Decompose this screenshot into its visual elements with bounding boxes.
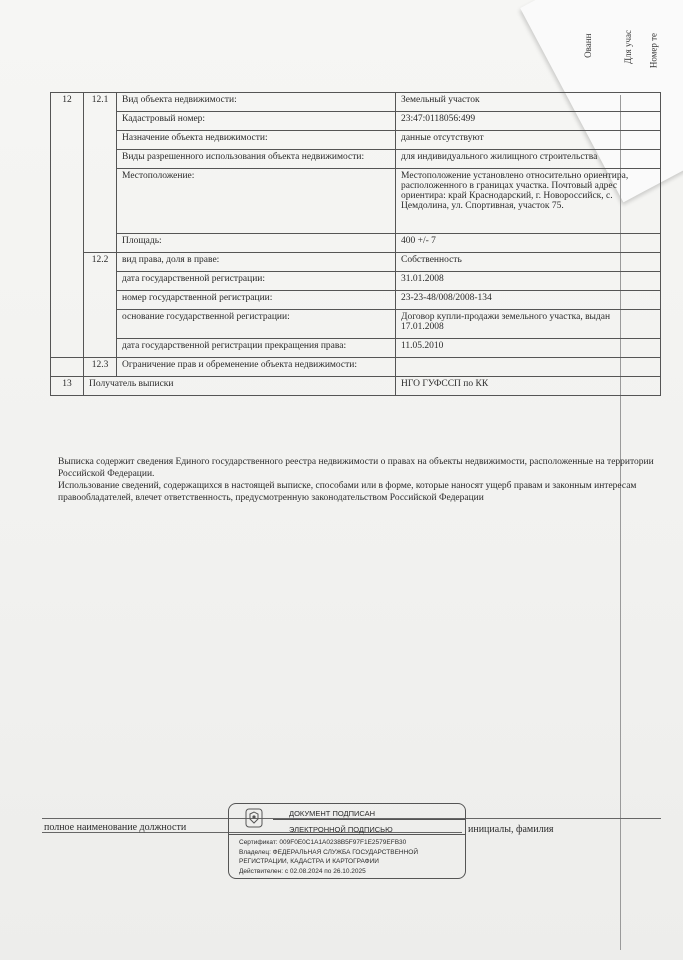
row-value: 23-23-48/008/2008-134 [396,291,661,310]
position-label: полное наименование должности [44,822,187,833]
row-label: Площадь: [117,234,396,253]
corner-text-2: Для учас [623,29,634,64]
row-value: Земельный участок [396,93,661,112]
subsection-number: 12.1 [84,93,117,253]
row-value: Местоположение установлено относительно ориентира, расположенного в границах участка. Почтовый адрес ориентира: край Краснодарский, г. Новороссийск, с. Цемдолина, ул. Спортивная, участок 75. [396,169,661,234]
stamp-title: ДОКУМЕНТ ПОДПИСАН [289,809,376,818]
row-label: Виды разрешенного использования объекта недвижимости: [117,150,396,169]
row-value: Собственность [396,253,661,272]
property-table [50,92,661,396]
subsection-number: 12.2 [84,253,117,358]
row-label: дата государственной регистрации прекращения права: [117,339,396,358]
row-label: Получатель выписки [84,377,396,396]
table-row [51,131,661,150]
table-row [51,272,661,291]
section-number: 13 [51,377,84,396]
table-row [51,377,661,396]
row-label: Ограничение прав и обременение объекта недвижимости: [117,358,396,377]
row-label: Местоположение: [117,169,396,234]
row-value [396,358,661,377]
stamp-valid: Действителен: с 02.08.2024 по 26.10.2025 [239,868,366,875]
corner-text-3: Номер те [648,32,659,69]
stamp-owner: Владелец: ФЕДЕРАЛЬНАЯ СЛУЖБА ГОСУДАРСТВЕННОЙ [239,849,419,856]
stamp-divider [229,834,465,835]
row-label: вид права, доля в праве: [117,253,396,272]
subsection-number: 12.3 [84,358,117,377]
table-row [51,112,661,131]
table-row [51,339,661,358]
row-label: основание государственной регистрации: [117,310,396,339]
table-row [51,150,661,169]
row-label: Назначение объекта недвижимости: [117,131,396,150]
table-row [51,169,661,234]
section-number [51,358,84,377]
table-row [51,310,661,339]
row-label: Вид объекта недвижимости: [117,93,396,112]
table-row [51,234,661,253]
stamp-divider [273,819,465,820]
disclaimer-note [58,456,668,504]
row-value: Договор купли-продажи земельного участка, выдан 17.01.2008 [396,310,661,339]
row-value: НГО ГУФССП по КК [396,377,661,396]
row-value: 400 +/- 7 [396,234,661,253]
electronic-signature-stamp [228,803,466,879]
table-row [51,358,661,377]
stamp-subtitle: ЭЛЕКТРОННОЙ ПОДПИСЬЮ [289,825,393,834]
row-value: 31.01.2008 [396,272,661,291]
row-value: 11.05.2010 [396,339,661,358]
table-row [51,253,661,272]
row-label: дата государственной регистрации: [117,272,396,291]
row-label: номер государственной регистрации: [117,291,396,310]
row-label: Кадастровый номер: [117,112,396,131]
stamp-owner-2: РЕГИСТРАЦИИ, КАДАСТРА И КАРТОГРАФИИ [239,858,379,865]
row-value: данные отсутствуют [396,131,661,150]
table-row [51,93,661,112]
section-number: 12 [51,93,84,358]
row-value: для индивидуального жилищного строительства [396,150,661,169]
emblem-icon [243,807,265,829]
initials-label: инициалы, фамилия [468,824,554,835]
note-paragraph-2: Использование сведений, содержащихся в настоящей выписке, способами или в форме, которые наносят ущерб правам и законным интересам правообладателей, влечет ответственность, предусмотренную законодательством Российской Федерации [58,481,637,503]
corner-text-1: Ованн [582,33,593,58]
stamp-certificate: Сертификат: 009F0E0C1A1A0238B5F97F1E2579EFB30 [239,839,407,846]
row-value: 23:47:0118056:499 [396,112,661,131]
note-paragraph-1: Выписка содержит сведения Единого государственного реестра недвижимости о правах на объекты недвижимости, расположенные на территории Российской Федерации. [58,457,654,479]
table-row [51,291,661,310]
